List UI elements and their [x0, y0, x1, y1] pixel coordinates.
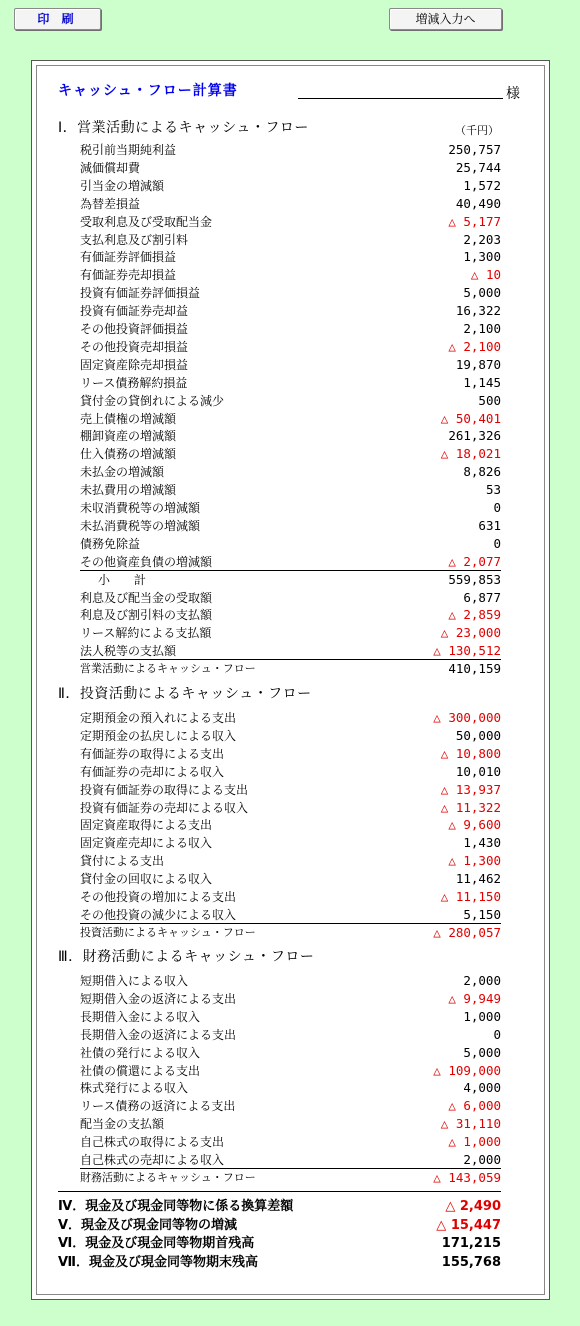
row-label: 有価証券評価損益 — [80, 250, 177, 265]
row-value: △ 9,600 — [448, 817, 501, 833]
statement-row — [80, 338, 501, 356]
row-label: 有価証券の取得による支出 — [80, 746, 225, 761]
row-label: 債務免除益 — [80, 536, 141, 551]
row-value: △ 143,059 — [433, 1169, 501, 1185]
row-value: 2,000 — [463, 973, 501, 988]
row-value: △ 18,021 — [440, 446, 501, 462]
statement-row — [80, 213, 501, 231]
statement-row — [80, 624, 501, 642]
summary-row — [58, 1235, 501, 1253]
summary-label: Ⅳ．現金及び現金同等物に係る換算差額 — [58, 1199, 294, 1214]
row-label: リース債務の返済による支出 — [80, 1099, 236, 1114]
row-label: 短期借入金の返済による支出 — [80, 991, 237, 1006]
statement-row — [80, 392, 501, 410]
subtotal-row — [80, 571, 501, 589]
row-label: 貸付金の貸倒れによる減少 — [80, 393, 225, 408]
row-value: 19,870 — [455, 356, 501, 372]
row-label: 為替差損益 — [80, 196, 141, 211]
row-label: 固定資産売却による収入 — [80, 836, 213, 851]
row-value: △ 109,000 — [433, 1062, 501, 1078]
summary-value: 171,215 — [441, 1236, 501, 1251]
statement-row — [80, 159, 501, 177]
operating-total-row — [80, 660, 501, 678]
statement-row — [80, 888, 501, 906]
row-label: 社債の償還による支出 — [80, 1063, 201, 1078]
statement-row — [80, 195, 501, 213]
statement-row — [80, 177, 501, 195]
row-value: 5,000 — [463, 1044, 501, 1060]
statement-row — [80, 231, 501, 249]
row-label: 受取利息及び受取配当金 — [80, 214, 213, 229]
statement-row — [80, 589, 501, 607]
row-value: 2,000 — [463, 1152, 501, 1167]
row-label: その他投資の減少による収入 — [80, 907, 237, 922]
statement-row — [80, 1115, 501, 1133]
statement-row — [80, 499, 501, 517]
row-value: △ 11,150 — [440, 889, 501, 904]
summary-value: △ 15,447 — [436, 1217, 501, 1233]
row-label: 社債の発行による収入 — [80, 1045, 201, 1060]
statement-row — [80, 1097, 501, 1115]
statement-row — [80, 356, 501, 374]
statement-row — [80, 302, 501, 320]
row-value: △ 2,859 — [448, 607, 501, 623]
row-label: 未払金の増減額 — [80, 465, 165, 480]
row-label: 長期借入金による収入 — [80, 1009, 201, 1024]
statement-row — [80, 284, 501, 302]
row-value: △ 130,512 — [433, 643, 501, 659]
row-label: 小 計 — [98, 572, 153, 587]
row-value: △ 9,949 — [448, 990, 501, 1006]
row-label: 利息及び配当金の受取額 — [80, 590, 213, 605]
row-value: 250,757 — [448, 142, 501, 157]
statement-row — [80, 266, 501, 284]
summary-label: Ⅵ．現金及び現金同等物期首残高 — [58, 1236, 255, 1251]
statement-row — [80, 990, 501, 1008]
row-label: リース債務解約損益 — [80, 375, 188, 390]
row-label: 引当金の増減額 — [80, 178, 165, 193]
row-value: 5,000 — [463, 285, 501, 301]
row-value: △ 1,300 — [448, 853, 501, 869]
rule-line — [58, 1191, 501, 1192]
row-label: 有価証券売却損益 — [80, 268, 177, 283]
row-label: その他資産負債の増減額 — [80, 554, 213, 569]
row-label: リース解約による支払額 — [80, 626, 212, 641]
statement-row — [80, 763, 501, 781]
row-value: △ 31,110 — [440, 1116, 501, 1132]
summary-value: △ 2,490 — [445, 1199, 501, 1214]
row-value: △ 13,937 — [440, 781, 501, 797]
row-value: 6,877 — [463, 589, 501, 605]
row-label: 貸付金の回収による収入 — [80, 872, 213, 887]
row-label: 未払消費税等の増減額 — [80, 518, 201, 533]
section-heading: Ⅱ．投資活動によるキャッシュ・フロー — [58, 686, 312, 702]
row-value: △ 2,100 — [448, 338, 501, 354]
summary-value: 155,768 — [441, 1254, 501, 1270]
statement-row — [80, 799, 501, 817]
print-button[interactable]: 印 刷 — [14, 8, 101, 30]
statement-row — [80, 141, 501, 159]
honorific-sama: 様 — [506, 86, 520, 102]
statement-row — [80, 709, 501, 727]
row-value: △ 10 — [470, 267, 501, 283]
statement-row — [80, 374, 501, 392]
statement-row — [80, 320, 501, 338]
row-value: △ 23,000 — [440, 625, 501, 641]
row-label: 未払費用の増減額 — [80, 483, 177, 498]
row-value: 631 — [478, 517, 501, 533]
row-value: △ 280,057 — [433, 924, 501, 940]
row-label: 仕入債務の増減額 — [80, 447, 177, 462]
row-value: 16,322 — [455, 303, 501, 319]
row-label: 営業活動によるキャッシュ・フロー — [80, 662, 256, 676]
row-value: 8,826 — [463, 464, 501, 480]
row-label: その他投資売却損益 — [80, 339, 189, 354]
statement-row — [80, 852, 501, 870]
row-value: △ 5,177 — [448, 213, 501, 229]
row-value: △ 300,000 — [433, 710, 501, 725]
row-value: △ 2,077 — [448, 553, 501, 569]
row-label: 利息及び割引料の支払額 — [80, 608, 213, 623]
row-label: 投資有価証券の取得による支出 — [80, 782, 249, 797]
row-label: 自己株式の取得による支出 — [80, 1135, 225, 1150]
row-value: △ 10,800 — [440, 745, 501, 761]
summary-label: Ⅴ．現金及び現金同等物の増減 — [58, 1217, 238, 1233]
row-label: 支払利息及び割引料 — [80, 232, 189, 247]
go-to-diff-input-button[interactable]: 増減入力へ — [389, 8, 502, 30]
row-label: 投資有価証券売却益 — [80, 304, 189, 319]
row-label: 貸付による支出 — [80, 854, 165, 869]
row-label: 未収消費税等の増減額 — [80, 501, 201, 515]
row-value: △ 1,000 — [448, 1134, 501, 1150]
row-value: 559,853 — [448, 571, 501, 587]
row-label: 売上債権の増減額 — [80, 411, 177, 426]
row-value: 1,430 — [463, 835, 501, 851]
row-label: 自己株式の売却による収入 — [80, 1153, 225, 1167]
row-value: 1,000 — [463, 1008, 501, 1024]
row-label: 減価償却費 — [80, 160, 141, 175]
statement-row — [80, 535, 501, 553]
summary-label: Ⅶ．現金及び現金同等物期末残高 — [58, 1254, 259, 1270]
statement-row — [80, 745, 501, 763]
row-value: 500 — [478, 392, 501, 408]
row-value: 40,490 — [455, 195, 501, 211]
row-value: △ 50,401 — [440, 410, 501, 426]
row-value: 0 — [493, 535, 501, 551]
statement-row — [80, 1151, 501, 1169]
statement-row — [80, 410, 501, 428]
statement-row — [80, 642, 501, 660]
statement-row — [80, 427, 501, 445]
row-label: 投資活動によるキャッシュ・フロー — [80, 925, 256, 939]
statement-row — [80, 870, 501, 888]
row-label: 配当金の支払額 — [80, 1117, 165, 1132]
section-operating-heading: Ⅰ．営業活動によるキャッシュ・フロー — [58, 120, 309, 136]
statement-row — [80, 606, 501, 624]
row-value: 0 — [493, 1026, 501, 1042]
row-value: 4,000 — [463, 1080, 501, 1096]
statement-row — [80, 834, 501, 852]
row-value: △ 11,322 — [440, 799, 501, 815]
row-label: 短期借入による収入 — [80, 974, 189, 988]
row-label: 財務活動によるキャッシュ・フロー — [80, 1170, 256, 1184]
statement-row — [80, 1133, 501, 1151]
row-value: △ 6,000 — [448, 1098, 501, 1114]
row-value: 2,100 — [463, 321, 501, 336]
recipient-name-line — [298, 98, 503, 99]
row-label: 定期預金の払戻しによる収入 — [80, 728, 237, 743]
statement-row — [80, 727, 501, 745]
row-label: 固定資産取得による支出 — [80, 818, 213, 833]
statement-row — [80, 781, 501, 799]
summary-row — [58, 1254, 501, 1272]
statement-row — [80, 481, 501, 499]
summary-row — [58, 1198, 501, 1216]
statement-row — [80, 906, 501, 924]
row-value: 50,000 — [455, 727, 501, 743]
statement-row — [80, 445, 501, 463]
investing-total-row — [80, 924, 501, 942]
statement-row — [80, 816, 501, 834]
row-value: 1,572 — [463, 177, 501, 193]
row-value: 261,326 — [448, 428, 501, 444]
section-heading: Ⅲ．財務活動によるキャッシュ・フロー — [58, 949, 315, 965]
row-label: 棚卸資産の増減額 — [80, 429, 177, 444]
summary-row — [58, 1217, 501, 1235]
statement-row — [80, 1044, 501, 1062]
row-value: 1,145 — [463, 374, 501, 390]
statement-row — [80, 1079, 501, 1097]
row-value: 25,744 — [455, 159, 501, 175]
statement-row — [80, 972, 501, 990]
row-value: 2,203 — [463, 231, 501, 247]
row-value: 5,150 — [463, 906, 501, 922]
statement-row — [80, 248, 501, 266]
row-value: 1,300 — [463, 249, 501, 265]
statement-title: キャッシュ・フロー計算書 — [58, 83, 238, 99]
row-label: 税引前当期純利益 — [80, 143, 177, 157]
row-label: 投資有価証券の売却による収入 — [80, 800, 249, 815]
unit-label: （千円） — [455, 124, 499, 137]
row-label: 長期借入金の返済による支出 — [80, 1027, 237, 1042]
statement-row — [80, 1008, 501, 1026]
row-value: 410,159 — [448, 661, 501, 677]
row-value: 0 — [493, 500, 501, 515]
statement-row — [80, 1026, 501, 1044]
financing-total-row — [80, 1169, 501, 1187]
row-value: 11,462 — [455, 871, 501, 887]
row-label: 固定資産除売却損益 — [80, 357, 189, 372]
row-value: 53 — [485, 482, 501, 498]
row-label: 定期預金の預入れによる支出 — [80, 711, 237, 725]
statement-row — [80, 553, 501, 571]
row-label: 法人税等の支払額 — [80, 644, 177, 659]
row-value: 10,010 — [455, 763, 501, 779]
row-label: 投資有価証券評価損益 — [80, 286, 201, 301]
row-label: 株式発行による収入 — [80, 1081, 189, 1096]
row-label: その他投資の増加による支出 — [80, 890, 237, 904]
statement-row — [80, 463, 501, 481]
statement-row — [80, 1062, 501, 1080]
row-label: その他投資評価損益 — [80, 322, 189, 336]
statement-row — [80, 517, 501, 535]
row-label: 有価証券の売却による収入 — [80, 764, 225, 779]
